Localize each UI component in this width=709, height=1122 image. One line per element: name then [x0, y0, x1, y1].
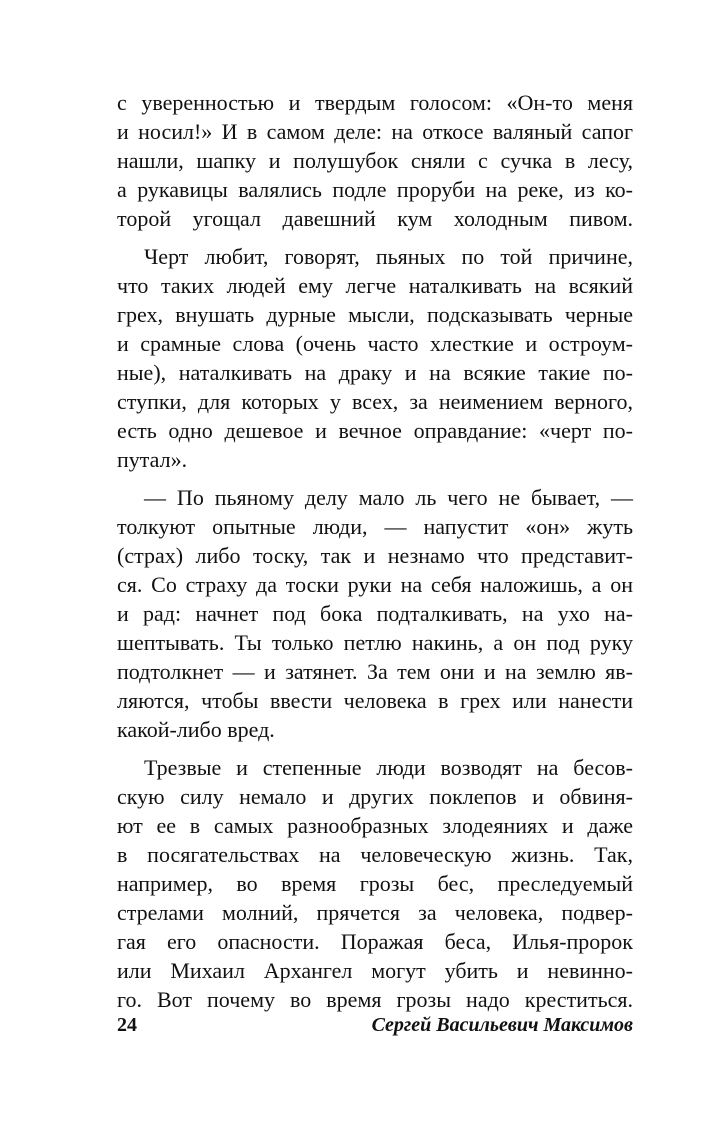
text-line: ют ее в самых разнообразных злодеяниях и даже: [117, 813, 633, 838]
text-line: Трезвые и степенные люди возводят на бесов-: [144, 755, 633, 780]
text-line: скую силу немало и других поклепов и обвиня-: [117, 784, 633, 809]
text-line: торой угощал давешний кум холодным пивом.: [117, 206, 633, 231]
text-line: и срамные слова (очень часто хлесткие и остроум-: [117, 331, 633, 356]
text-line: ступки, для которых у всех, за неимением верного,: [117, 389, 633, 414]
text-line: и рад: начнет под бока подталкивать, на ухо на-: [117, 601, 633, 626]
text-line: го. Вот почему во время грозы надо креститься.: [117, 987, 633, 1012]
paragraph-gap: [117, 744, 633, 753]
text-line: например, во время грозы бес, преследуемый: [117, 871, 633, 896]
text-line: (страх) либо тоску, так и незнамо что представит-: [117, 543, 633, 568]
text-line: стрелами молний, прячется за человека, подвер-: [117, 900, 633, 925]
text-line: нашли, шапку и полушубок сняли с сучка в лесу,: [117, 148, 633, 173]
paragraph-4: [117, 753, 633, 1014]
text-line: ляются, чтобы ввести человека в грех или нанести: [117, 688, 633, 713]
text-line: что таких людей ему легче наталкивать на всякий: [117, 273, 633, 298]
text-line: и носил!» И в самом деле: на откосе валяный сапог: [117, 119, 633, 144]
text-line: шептывать. Ты только петлю накинь, а он под руку: [117, 630, 633, 655]
text-line: гая его опасности. Поражая беса, Илья-пророк: [117, 929, 633, 954]
page-footer: [117, 1010, 633, 1040]
paragraph-3: [117, 483, 633, 744]
text-line: толкуют опытные люди, — напустит «он» жуть: [117, 514, 633, 539]
running-head-author: Сергей Васильевич Максимов: [371, 1014, 633, 1036]
text-line: ные), наталкивать на драку и на всякие такие по-: [117, 360, 633, 385]
paragraph-2: [117, 242, 633, 474]
text-line: или Михаил Архангел могут убить и невинно-: [117, 958, 633, 983]
text-line: грех, внушать дурные мысли, подсказывать черные: [117, 302, 633, 327]
text-line: Черт любит, говорят, пьяных по той причине,: [144, 244, 633, 269]
page-number: 24: [117, 1014, 137, 1036]
text-line: ся. Со страху да тоски руки на себя наложишь, а он: [117, 572, 633, 597]
text-line: — По пьяному делу мало ль чего не бывает, —: [144, 485, 633, 510]
text-line: а рукавицы валялись подле проруби на реке, из ко-: [117, 177, 633, 202]
paragraph-gap: [117, 474, 633, 483]
body-text: [117, 88, 633, 1014]
text-line: есть одно дешевое и вечное оправдание: «черт по-: [117, 418, 633, 443]
paragraph-gap: [117, 233, 633, 242]
text-line: какой-либо вред.: [117, 717, 275, 742]
text-line: с уверенностью и твердым голосом: «Он-то меня: [117, 90, 633, 115]
text-line: в посягательствах на человеческую жизнь. Так,: [117, 842, 633, 867]
text-line: подтолкнет — и затянет. За тем они и на землю яв-: [117, 659, 633, 684]
paragraph-1: [117, 88, 633, 233]
text-line: путал».: [117, 447, 188, 472]
